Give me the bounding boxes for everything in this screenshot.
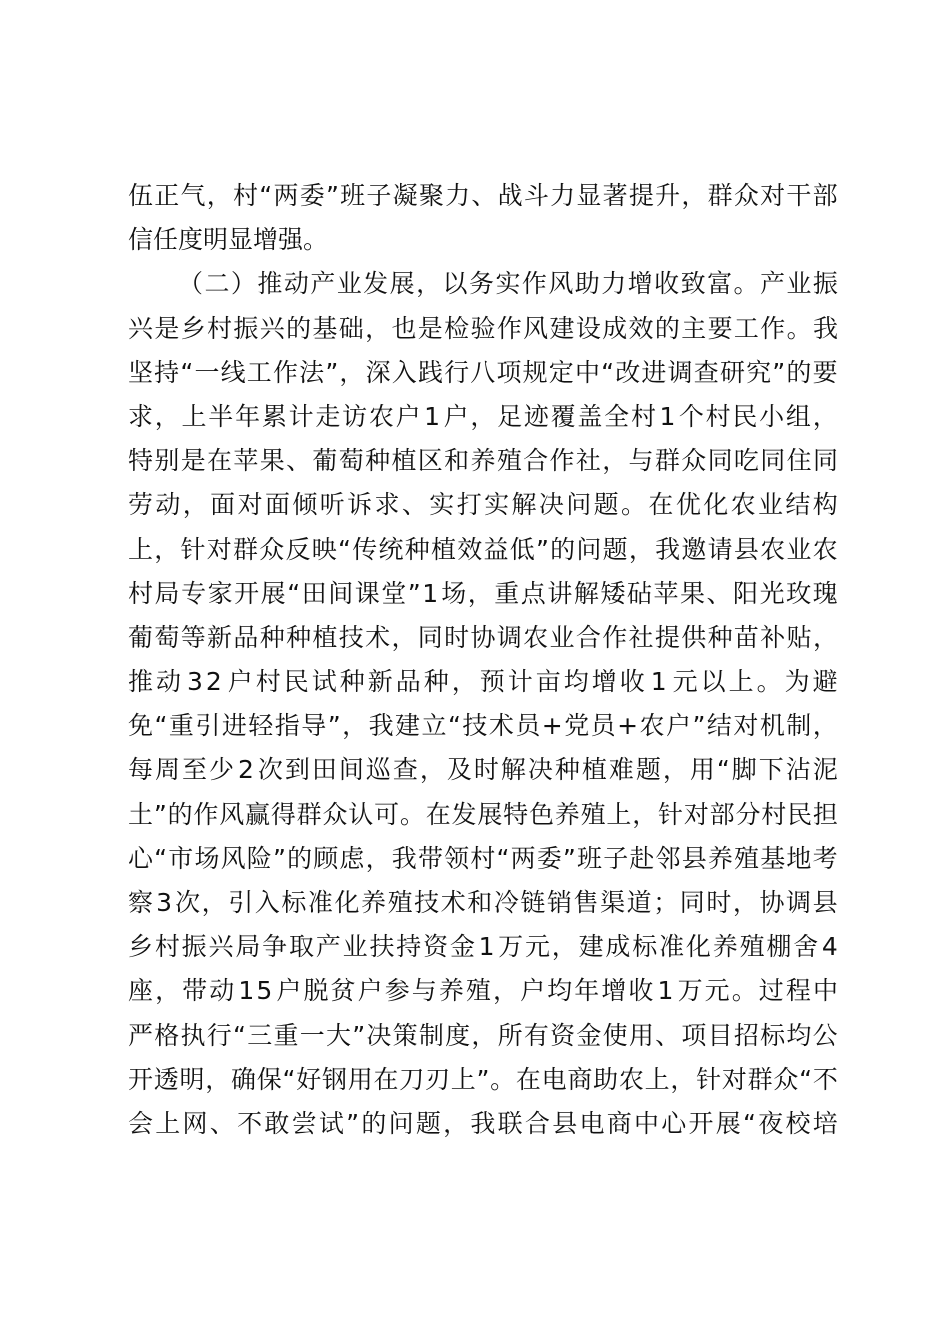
text-line: 土 ” 的 作 风 赢 得 群 众 认 可 。 在 发 展 特 色 养 殖 上 ， 针 对 部 分 村 民 担	[128, 799, 838, 829]
text-line: 信任度明显增强。	[128, 225, 329, 255]
text-line: 求 ， 上 半 年 累 计 走 访 农 户 1 户 ， 足 迹 覆 盖 全 村 1 个 村 民 小 组 ，	[128, 401, 838, 431]
text-line: 劳 动 ， 面 对 面 倾 听 诉 求 、 实 打 实 解 决 问 题 。 在 优 化 农 业 结 构	[128, 490, 838, 520]
text-line: 座 ， 带 动 1 5 户 脱 贫 户 参 与 养 殖 ， 户 均 年 增 收 1 万 元 。 过 程 中	[128, 976, 838, 1006]
section-heading-line: （ 二 ） 推 动 产 业 发 展 ， 以 务 实 作 风 助 力 增 收 致 富 。 产 业 振	[178, 269, 838, 299]
text-line: 会 上 网 、 不 敢 尝 试 ” 的 问 题 ， 我 联 合 县 电 商 中 心 开 展 “ 夜 校 培	[128, 1108, 838, 1138]
text-line: 葡 萄 等 新 品 种 种 植 技 术 ， 同 时 协 调 农 业 合 作 社 提 供 种 苗 补 贴 ，	[128, 622, 838, 652]
text-line: 免 “ 重 引 进 轻 指 导 ” ， 我 建 立 “ 技 术 员 + 党 员 + 农 户 ” 结 对 机 制 ，	[128, 711, 838, 741]
text-line: 兴 是 乡 村 振 兴 的 基 础 ， 也 是 检 验 作 风 建 设 成 效 的 主 要 工 作 。 我	[128, 313, 838, 343]
text-line: 坚 持 “ 一 线 工 作 法 ” ， 深 入 践 行 八 项 规 定 中 “ 改 进 调 查 研 究 ” 的 要	[128, 357, 838, 387]
body-text	[128, 174, 838, 1146]
text-line: 心 “ 市 场 风 险 ” 的 顾 虑 ， 我 带 领 村 “ 两 委 ” 班 子 赴 邻 县 养 殖 基 地 考	[128, 843, 838, 873]
text-line: 察 3 次 ， 引 入 标 准 化 养 殖 技 术 和 冷 链 销 售 渠 道 ； 同 时 ， 协 调 县	[128, 888, 838, 917]
text-line: 伍 正 气 ， 村 “ 两 委 ” 班 子 凝 聚 力 、 战 斗 力 显 著 提 升 ， 群 众 对 干 部	[128, 181, 838, 210]
text-line: 乡 村 振 兴 局 争 取 产 业 扶 持 资 金 1 万 元 ， 建 成 标 准 化 养 殖 棚 舍 4	[128, 932, 838, 962]
text-line: 特 别 是 在 苹 果 、 葡 萄 种 植 区 和 养 殖 合 作 社 ， 与 群 众 同 吃 同 住 同	[128, 446, 838, 476]
text-line: 推 动 3 2 户 村 民 试 种 新 品 种 ， 预 计 亩 均 增 收 1 元 以 上 。 为 避	[128, 667, 838, 697]
text-line: 开 透 明 ， 确 保 “ 好 钢 用 在 刀 刃 上 ” 。 在 电 商 助 农 上 ， 针 对 群 众 “ 不	[128, 1064, 838, 1094]
text-line: 村 局 专 家 开 展 “ 田 间 课 堂 ” 1 场 ， 重 点 讲 解 矮 砧 苹 果 、 阳 光 玫 瑰	[128, 578, 838, 608]
text-line: 严 格 执 行 “ 三 重 一 大 ” 决 策 制 度 ， 所 有 资 金 使 用 、 项 目 招 标 均 公	[128, 1020, 838, 1050]
text-line: 上 ， 针 对 群 众 反 映 “ 传 统 种 植 效 益 低 ” 的 问 题 ， 我 邀 请 县 农 业 农	[128, 534, 838, 564]
text-line: 每 周 至 少 2 次 到 田 间 巡 查 ， 及 时 解 决 种 植 难 题 ， 用 “ 脚 下 沾 泥	[128, 755, 838, 785]
